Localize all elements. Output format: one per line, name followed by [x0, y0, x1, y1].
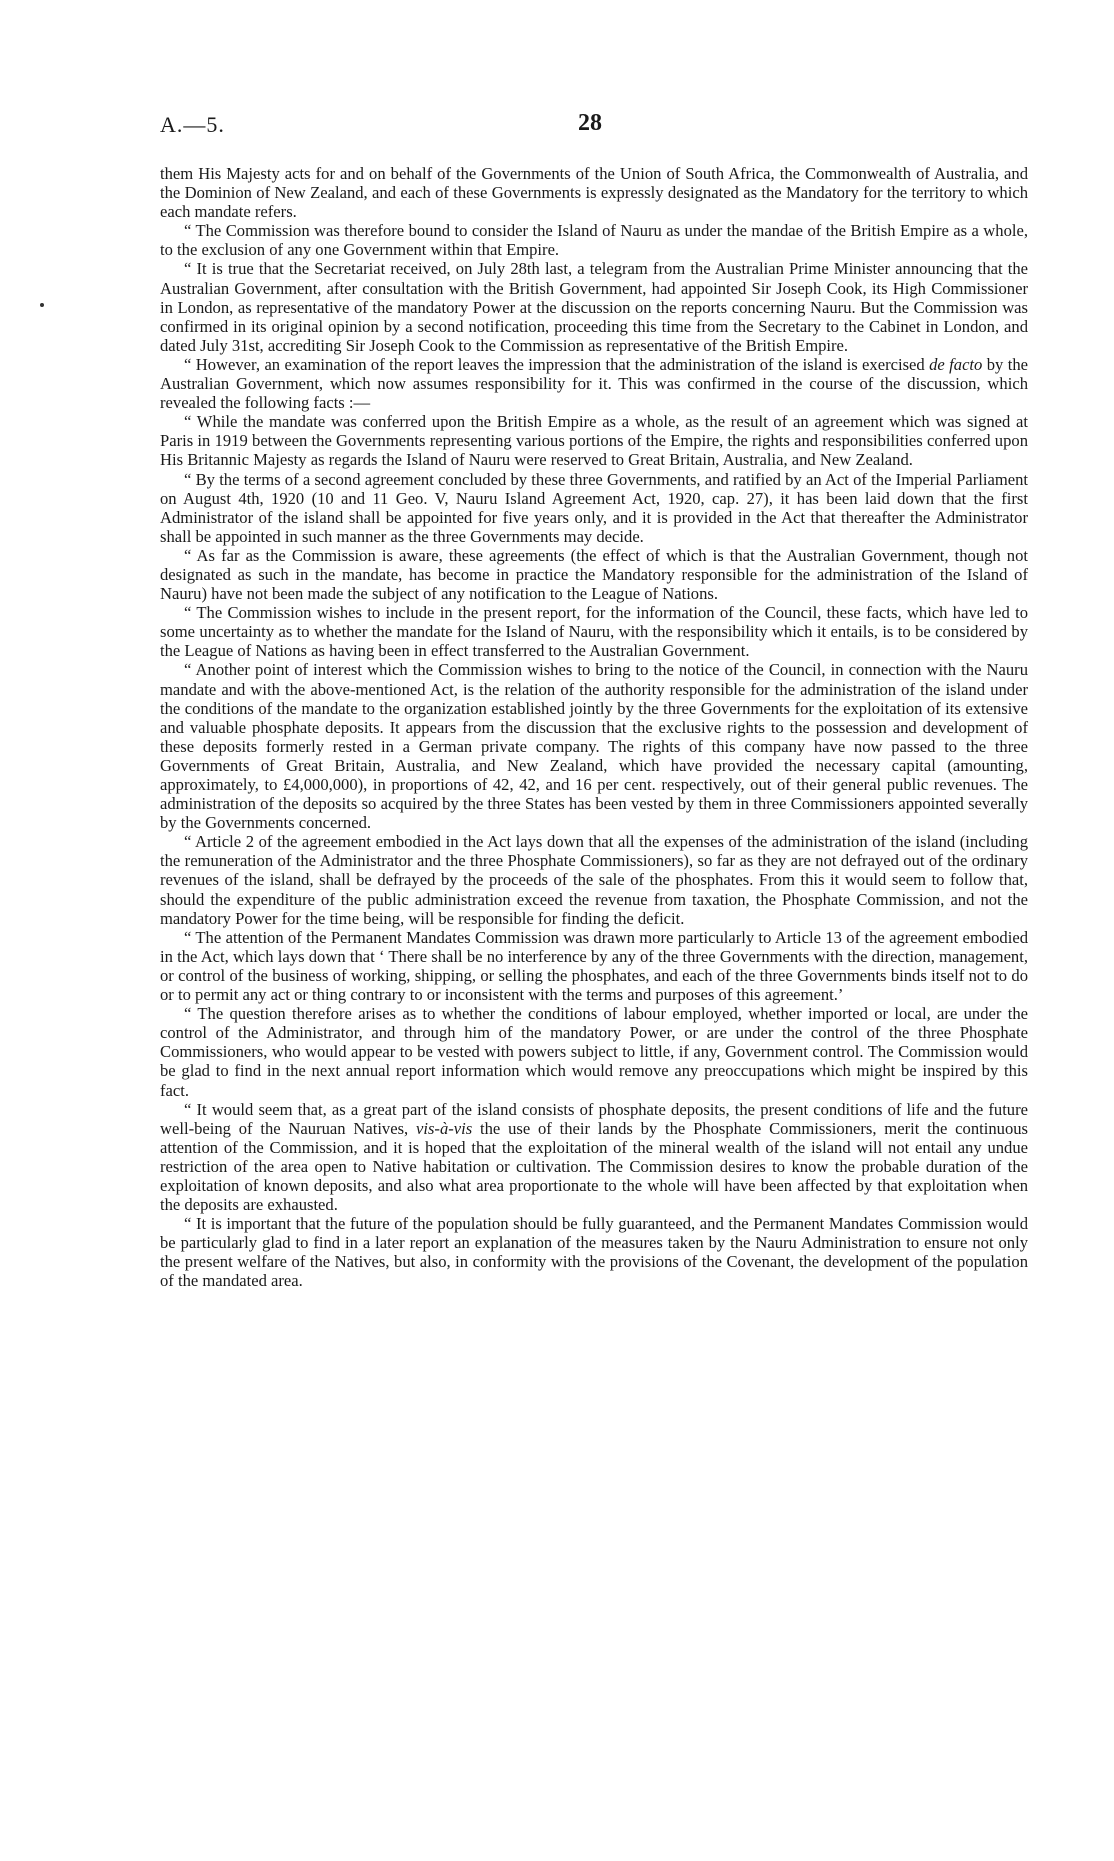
- paragraph: [160, 1100, 1028, 1215]
- paragraph: [160, 355, 1028, 412]
- paragraph-text: “ It is true that the Secretariat received, on July 28th last, a telegram from the Australian Prime Minister announcing that the Australian Government, after consultation with the British Government, had appointed Sir Joseph Cook, its High Commissioner in London, as representative of the mandatory Power at the discussion on the reports concerning Nauru. But the Commission was confirmed in its original opinion by a second notification, proceeding this time from the Secretary to the Cabinet in London, and dated July 31st, accrediting Sir Joseph Cook to the Commission as representative of the British Empire.: [160, 259, 1028, 355]
- paragraph-text: by the Australian Government, which now assumes responsibility for it. This was confirmed in the course of the discussion, which revealed the following facts :—: [160, 354, 1028, 413]
- paragraph-text: “ Article 2 of the agreement embodied in the Act lays down that all the expenses of the administration of the island (including the remuneration of the Administrator and the three Phosphate Commissioners), so far as they are not defrayed out of the ordinary revenues of the island, shall be defrayed by the proceeds of the sale of the phosphates. From this it would seem to follow that, should the expenditure of the public administration exceed the revenue from taxation, the Phosphate Commission, and not the mandatory Power for the time being, will be responsible for finding the deficit.: [160, 832, 1028, 928]
- page-header: [160, 112, 1040, 152]
- body-text: [160, 164, 1028, 1291]
- italic-text: de facto: [929, 354, 983, 374]
- paragraph-text: “ The question therefore arises as to whether the conditions of labour employed, whether imported or local, are under the control of the Administrator, and through him of the mandatory Power, or are under the control of the three Phosphate Commissioners, who would appear to be vested with powers subject to little, if any, Government control. The Commission would be glad to find in the next annual report information which would remove any preoccupations which might be inspired by this fact.: [160, 1004, 1028, 1100]
- paragraph-text: “ As far as the Commission is aware, these agreements (the effect of which is that the Australian Government, though not designated as such in the mandate, has become in practice the Mandatory responsible for the administration of the Island of Nauru) have not been made the subject of any notification to the League of Nations.: [160, 545, 1028, 604]
- paragraph-text: “ By the terms of a second agreement concluded by these three Governments, and ratified by an Act of the Imperial Parliament on August 4th, 1920 (10 and 11 Geo. V, Nauru Island Agreement Act, 1920, cap. 27), it has been laid down that the first Administrator of the island shall be appointed for five years only, and it is provided in the Act that thereafter the Administrator shall be appointed in such manner as the three Governments may decide.: [160, 469, 1028, 546]
- paragraph-text: them His Majesty acts for and on behalf of the Governments of the Union of South Africa, the Commonwealth of Australia, and the Dominion of New Zealand, and each of these Governments is expressly designated as the Mandatory for the territory to which each mandate refers.: [160, 164, 1028, 222]
- paragraph: [160, 259, 1028, 354]
- paragraph-text: “ While the mandate was conferred upon the British Empire as a whole, as the result of an agreement which was signed at Paris in 1919 between the Governments representing various portions of the Empire, the rights and responsibilities conferred upon His Britannic Majesty as regards the Island of Nauru were reserved to Great Britain, Australia, and New Zealand.: [160, 412, 1028, 470]
- paragraph: [160, 470, 1028, 546]
- paragraph: [160, 546, 1028, 603]
- paragraph: [160, 164, 1028, 221]
- paragraph: [160, 928, 1028, 1004]
- paragraph-text: “ It is important that the future of the population should be fully guaranteed, and the Permanent Mandates Commission would be particularly glad to find in a later report an explanation of the measures taken by the Nauru Administration to ensure not only the present welfare of the Natives, but also, in conformity with the provisions of the Covenant, the development of the population of the mandated area.: [160, 1214, 1028, 1291]
- document-reference: A.—5.: [160, 112, 225, 137]
- paragraph: [160, 832, 1028, 927]
- paragraph: [160, 660, 1028, 832]
- paragraph-text: “ The Commission wishes to include in the present report, for the information of the Council, these facts, which have led to some uncertainty as to whether the mandate for the Island of Nauru, with the responsibility which it entails, is to be considered by the League of Nations as having been in effect transferred to the Australian Government.: [160, 603, 1028, 661]
- paragraph-text: “ It would seem that, as a great part of the island consists of phosphate deposits, the present conditions of life and the future well-being of the Nauruan Natives,: [160, 1099, 1028, 1138]
- paragraph-text: “ The attention of the Permanent Mandates Commission was drawn more particularly to Article 13 of the agreement embodied in the Act, which lays down that ‘ There shall be no interference by any of the three Governments with the direction, management, or control of the business of working, shipping, or selling the phosphates, and each of the three Governments binds itself not to do or to permit any act or thing contrary to or inconsistent with the terms and purposes of this agreement.’: [160, 927, 1028, 1005]
- paragraph: [160, 1004, 1028, 1099]
- paragraph: [160, 221, 1028, 259]
- paragraph-text: “ However, an examination of the report leaves the impression that the administration of the island is exercised: [184, 354, 930, 374]
- italic-text: vis-à-vis: [416, 1118, 473, 1138]
- page-number: 28: [578, 110, 602, 136]
- paragraph-text: the use of their lands by the Phosphate Commissioners, merit the continuous attention of the Commission, and it is hoped that the exploitation of the mineral wealth of the island will not entail any undue restriction of the area open to Native habitation or cultivation. The Commission desires to know the probable duration of the exploitation of known deposits, and also what area proportionate to the whole will have been affected by that exploitation when the deposits are exhausted.: [160, 1118, 1028, 1215]
- paragraph: [160, 1214, 1028, 1290]
- margin-mark: [40, 303, 44, 307]
- paragraph-text: “ Another point of interest which the Commission wishes to bring to the notice of the Council, in connection with the Nauru mandate and with the above-mentioned Act, is the relation of the authority responsible for the administration of the island under the conditions of the mandate to the organization established jointly by the three Governments for the exploitation of its extensive and valuable phosphate deposits. It appears from the discussion that the exclusive rights to the possession and development of these deposits formerly rested in a German private company. The rights of this company have now passed to the three Governments of Great Britain, Australia, and New Zealand, which have provided the necessary capital (amounting, approximately, to £4,000,000), in proportions of 42, 42, and 16 per cent. respectively, out of their general public revenues. The administration of the deposits so acquired by the three States has been vested by them in three Commissioners appointed severally by the Governments concerned.: [160, 660, 1028, 833]
- paragraph: [160, 412, 1028, 469]
- paragraph-text: “ The Commission was therefore bound to consider the Island of Nauru as under the mandae of the British Empire as a whole, to the exclusion of any one Government within that Empire.: [160, 221, 1028, 260]
- paragraph: [160, 603, 1028, 660]
